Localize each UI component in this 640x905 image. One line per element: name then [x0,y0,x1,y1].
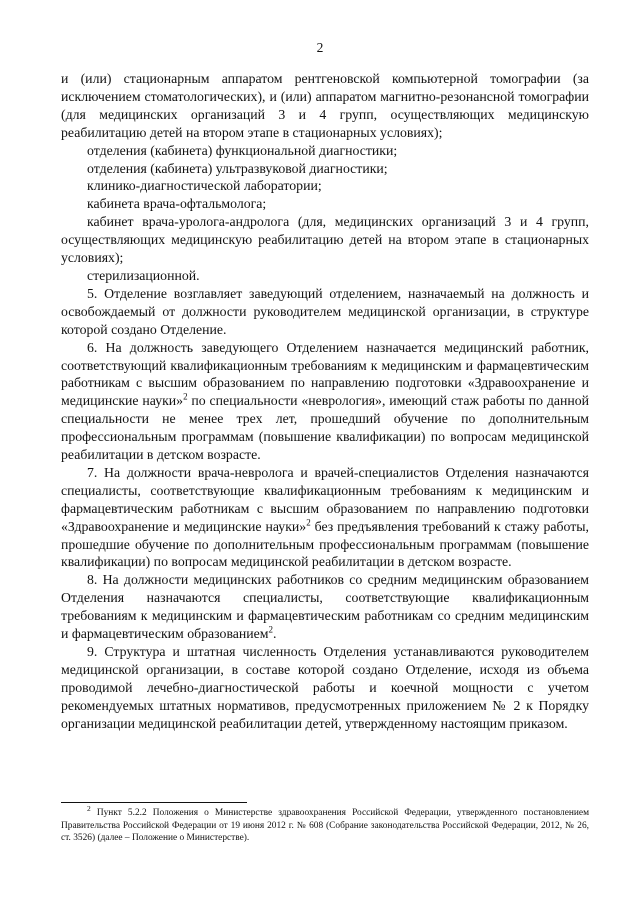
paragraph-continuation: и (или) стационарным аппаратом рентгеновской компьютерной томографии (за исключением стоматологических), и (или) аппаратом магнитно-резонансной томографии (для медицинских организаций 3 и 4 групп, осуществляющих медицинскую реабилитацию детей на втором этапе в стационарных условиях); [61,71,589,140]
footnote [61,803,589,845]
list-item-ophthalmologist: кабинета врача-офтальмолога; [87,196,267,212]
list-item-urologist: кабинет врача-уролога-андролога (для, медицинских организаций 3 и 4 групп, осуществляющих медицинскую реабилитацию детей на втором этапе в стационарных условиях); [61,214,589,266]
clause-7-text: 7. На должности врача-невролога и врачей-специалистов Отделения назначаются специалисты, соответствующие квалификационным требованиям к медицинским и фармацевтическим работникам с высшим образованием по направлению подготовки «Здравоохранение и медицинские науки» [61,464,589,534]
clause-7-text-cont: без предъявления требований к стажу работы, прошедшие обучение по дополнительным профессиональным программам (повышение квалификации) по вопросам медицинской реабилитации в детском возрасте. [61,518,589,570]
list-item-sterilization: стерилизационной. [87,267,200,283]
footnote-divider [61,802,247,803]
list-item-clinical-lab: клинико-диагностической лаборатории; [87,178,322,194]
footnote-text: Пункт 5.2.2 Положения о Министерстве здравоохранения Российской Федерации, утвержденного постановлением Правительства Российской Федерации от 19 июня 2012 г. № 608 (Собрание законодательства Российской Федерации, 2012, № 26, ст. 3526) (далее – Положение о Министерстве). [61,808,589,844]
footnote-ref: 2 [183,391,188,402]
document-body [61,70,589,733]
clause-9: 9. Структура и штатная численность Отделения устанавливаются руководителем медицинской организации, в составе которой создано Отделение, исходя из объема проводимой лечебно-диагностической работы и коечной мощности с учетом рекомендуемых штатных нормативов, предусмотренных приложением № 2 к Порядку организации медицинской реабилитации детей, утвержденному настоящим приказом. [61,644,589,731]
clause-7 [61,464,589,571]
clause-8-text: 8. На должности медицинских работников со средним медицинским образованием Отделения назначаются специалисты, соответствующие квалификационным требованиям к медицинским и фармацевтическим работникам со средним медицинским и фармацевтическим образованием [61,572,589,642]
footnote-ref: 2 [306,517,311,528]
clause-6-text-cont: по специальности «неврология», имеющий стаж работы по данной специальности не менее трех лет, прошедший обучение по дополнительным профессиональным программам (повышение квалификации) по вопросам медицинской реабилитации в детском возрасте. [61,393,590,463]
footnote-marker: 2 [87,803,91,813]
clause-6-text: 6. На должность заведующего Отделением назначается медицинский работник, соответствующий квалификационным требованиям к медицинским и фармацевтическим работникам с высшим образованием по направлению подготовки «Здравоохранение и медицинские науки» [61,339,589,409]
clause-8-text-cont: . [273,626,277,642]
page-number: 2 [316,40,324,55]
list-item-ultrasound-diagnostics: отделения (кабинета) ультразвуковой диагностики; [87,160,388,176]
clause-8 [61,571,589,643]
list-item-functional-diagnostics: отделения (кабинета) функциональной диагностики; [87,142,398,158]
clause-5: 5. Отделение возглавляет заведующий отделением, назначаемый на должность и освобождаемый от должности руководителем медицинской организации, в структуре которой создано Отделение. [61,285,589,337]
footnote-ref: 2 [268,624,274,635]
clause-6 [61,339,589,464]
